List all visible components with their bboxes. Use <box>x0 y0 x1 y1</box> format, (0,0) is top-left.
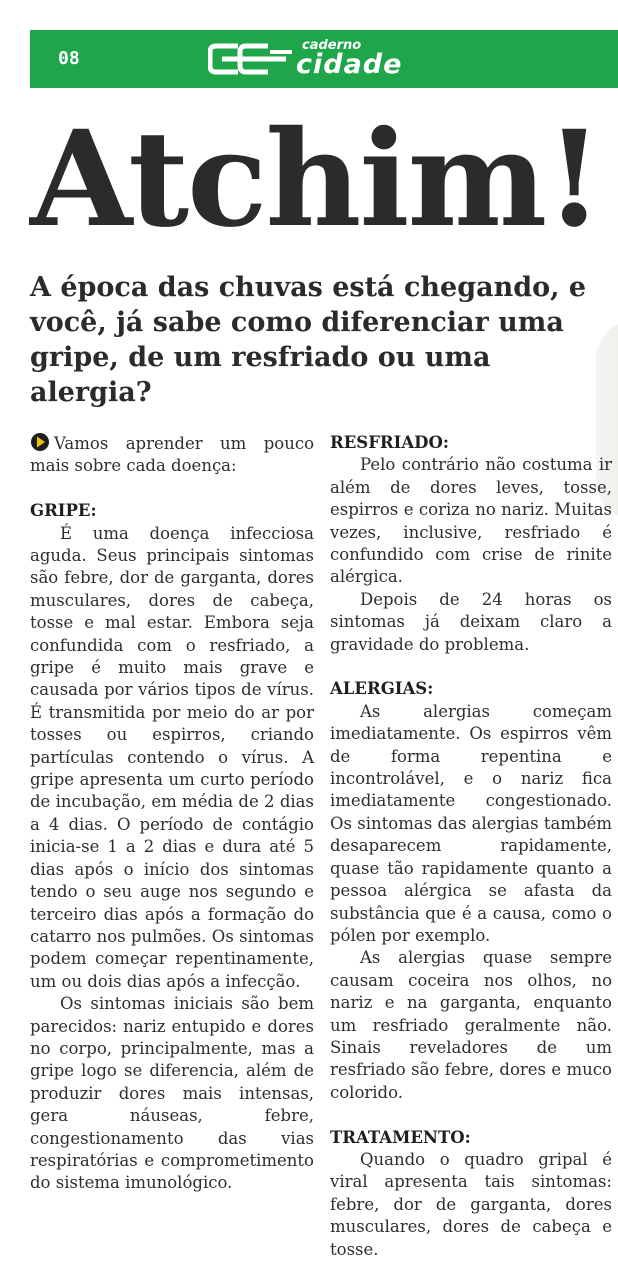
resfriado-paragraph-2: Depois de 24 horas os sintomas já deixam claro a gravidade do problema. <box>330 589 612 654</box>
gripe-paragraph-2: Os sintomas iniciais são bem parecidos: nariz entupido e dores no corpo, principalmente, mas a gripe logo se diferencia, além de produzir dores mais intensas, gera náuseas, febre, congestionamento das vias respiratórias e comprometimento do sistema imunológico. <box>30 994 314 1193</box>
subheadline: A época das chuvas está chegando, e você, já sabe como diferenciar uma gripe, de um resfriado ou uma alergia? <box>30 272 587 408</box>
gripe-heading: GRIPE: <box>30 501 97 521</box>
article-column-right <box>330 432 612 1261</box>
article-column-left <box>30 432 314 1195</box>
tratamento-paragraph-1: Quando o quadro gripal é viral apresenta tais sintomas: febre, dor de garganta, dores musculares, dores de cabeça e tosse. <box>330 1149 612 1259</box>
alergias-paragraph-2: As alergias quase sempre causam coceira nos olhos, no nariz e na garganta, enquanto um resfriado geralmente não. Sinais reveladores de um resfriado são febre, dores e muco colorido. <box>330 948 612 1102</box>
alergias-paragraph-1: As alergias começam imediatamente. Os espirros vêm de forma repentina e incontrolável, e o nariz fica imediatamente congestionado. Os sintomas das alergias também desaparecem rapidamente, quase tão rapidamente quanto a pessoa alérgica se afasta da substância que é a causa, como o pólen por exemplo. <box>330 701 612 945</box>
play-bullet-icon <box>30 432 50 452</box>
cc-logo-icon <box>208 36 298 82</box>
brand-small-text: caderno <box>302 38 362 53</box>
headline: Atchim! <box>30 102 602 257</box>
alergias-heading: ALERGIAS: <box>330 679 434 699</box>
section-header-bar <box>30 30 618 88</box>
intro-paragraph <box>30 432 314 478</box>
page-number: 08 <box>58 48 80 69</box>
resfriado-paragraph-1: Pelo contrário não costuma ir além de dores leves, tosse, espirros e coriza no nariz. Muitas vezes, inclusive, resfriado é confundido com crise de rinite alérgica. <box>330 455 612 587</box>
brand-big-text: cidade <box>296 49 403 80</box>
tratamento-heading: TRATAMENTO: <box>330 1127 471 1147</box>
intro-text: Vamos aprender um pouco mais sobre cada doença: <box>30 434 314 476</box>
gripe-paragraph-1: É uma doença infecciosa aguda. Seus principais sintomas são febre, dor de garganta, dores musculares, dores de cabeça, tosse e mal estar. Embora seja confundida com o resfriado, a gripe é muito mais grave e causada por vários tipos de vírus. É transmitida por meio do ar por tosses ou espirros, criando partículas contendo o vírus. A gripe apresenta um curto período de incubação, em média de 2 dias a 4 dias. O período de contágio inicia-se 1 a 2 dias e dura até 5 dias após o início dos sintomas tendo o seu auge nos segundo e terceiro dias após a formação do catarro nos pulmões. Os sintomas podem começar repentinamente, um ou dois dias após a infecção. <box>30 523 314 991</box>
caderno-cidade-logo <box>208 36 408 82</box>
resfriado-heading: RESFRIADO: <box>330 433 449 452</box>
